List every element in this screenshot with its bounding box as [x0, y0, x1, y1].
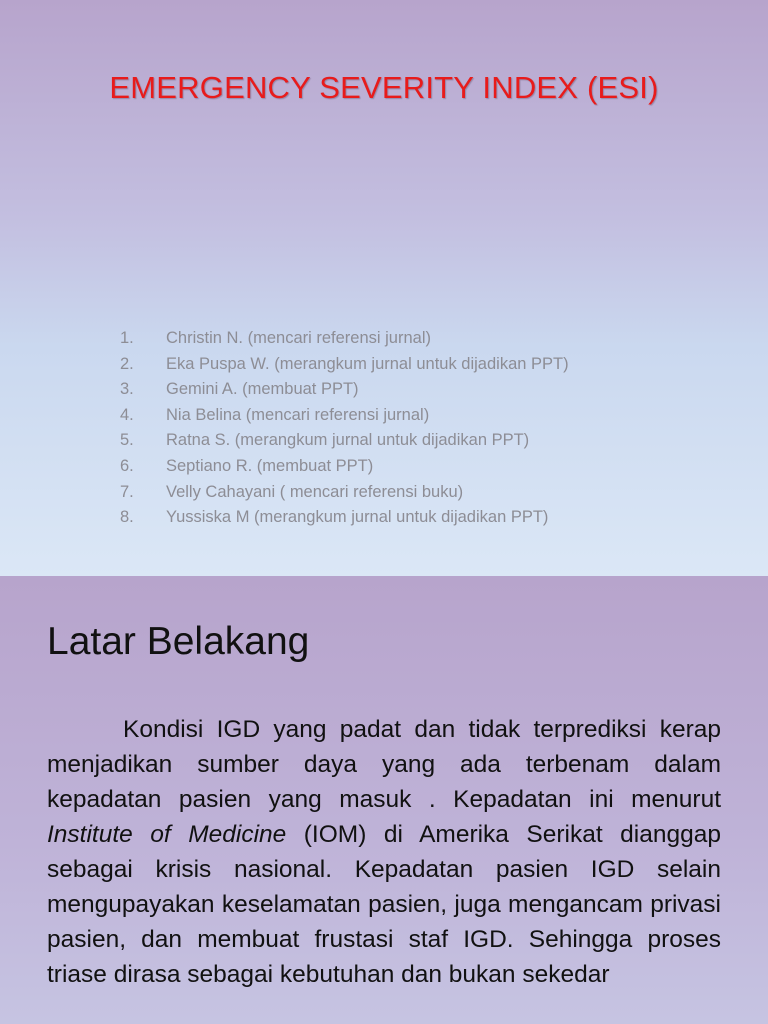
list-item-number: 5. — [120, 431, 134, 450]
list-item — [120, 480, 680, 506]
list-item-text: Velly Cahayani ( mencari referensi buku) — [166, 482, 464, 501]
list-item — [120, 326, 680, 352]
list-item-number: 4. — [120, 405, 134, 424]
list-item-number: 7. — [120, 482, 134, 501]
list-item — [120, 403, 680, 429]
list-item-text: Nia Belina (mencari referensi jurnal) — [166, 405, 430, 424]
list-item-number: 2. — [120, 354, 134, 373]
body-text-part1: Kondisi IGD yang padat dan tidak terprediksi kerap menjadikan sumber daya yang ada terbenam dalam kepadatan pasien yang masuk . Kepadatan ini menurut — [47, 716, 721, 813]
body-paragraph — [47, 712, 721, 992]
list-item — [120, 454, 680, 480]
list-item — [120, 428, 680, 454]
list-item — [120, 505, 680, 531]
list-item-text: Ratna S. (merangkum jurnal untuk dijadikan PPT) — [166, 431, 530, 450]
slide-title-heading: EMERGENCY SEVERITY INDEX (ESI) — [109, 70, 659, 105]
list-item-number: 1. — [120, 329, 134, 347]
list-item-text: Yussiska M (merangkum jurnal untuk dijadikan PPT) — [166, 508, 549, 527]
list-item — [120, 377, 680, 403]
list-item-text: Christin N. (mencari referensi jurnal) — [166, 329, 431, 347]
list-item-text: Gemini A. (membuat PPT) — [166, 380, 359, 399]
list-item-number: 6. — [120, 456, 134, 475]
list-item — [120, 352, 680, 378]
list-item-number: 8. — [120, 508, 134, 527]
slide-background — [0, 576, 768, 1024]
list-item-text: Septiano R. (membuat PPT) — [166, 456, 374, 475]
list-item-text: Eka Puspa W. (merangkum jurnal untuk dijadikan PPT) — [166, 354, 569, 373]
list-item-number: 3. — [120, 380, 134, 399]
member-list — [120, 326, 680, 531]
section-heading: Latar Belakang — [47, 620, 310, 663]
body-text-part2: (IOM) di Amerika Serikat dianggap sebagai krisis nasional. Kepadatan pasien IGD selain mengupayakan keselamatan pasien, juga mengancam privasi pasien, dan membuat frustasi staf IGD. Sehingga proses triase dirasa sebagai kebutuhan dan bukan sekedar — [47, 821, 721, 988]
body-text-italic: Institute of Medicine — [47, 821, 287, 848]
